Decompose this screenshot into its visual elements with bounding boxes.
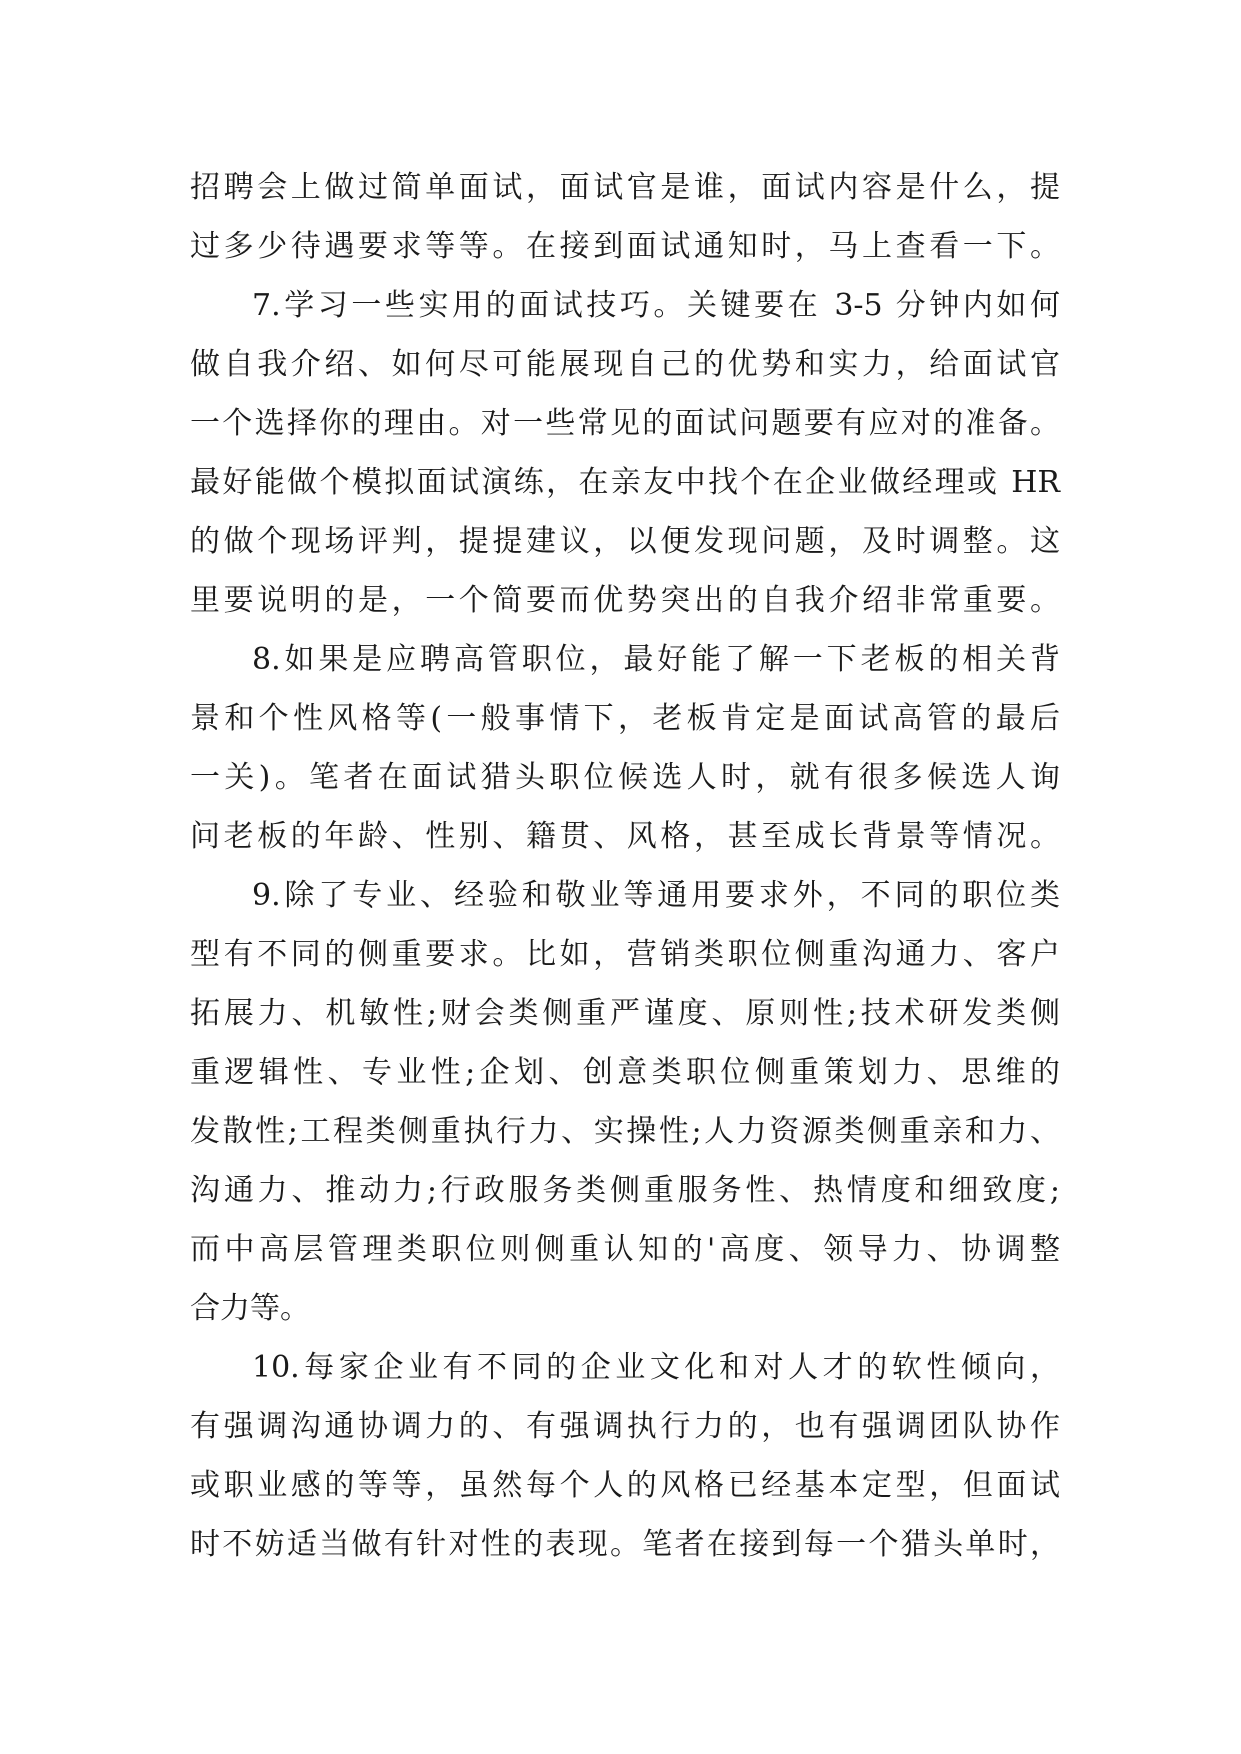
text-line: 而中高层管理类职位则侧重认知的'高度、领导力、协调整 — [190, 1232, 1060, 1267]
paragraph-start-9: 9.除了专业、经验和敬业等通用要求外，不同的职位类 — [252, 878, 1060, 913]
text-line: 里要说明的是，一个简要而优势突出的自我介绍非常重要。 — [190, 583, 1060, 618]
paragraph-start-7: 7.学习一些实用的面试技巧。关键要在 3-5 分钟内如何 — [252, 288, 1060, 323]
text-line: 问老板的年龄、性别、籍贯、风格，甚至成长背景等情况。 — [190, 819, 1060, 854]
text-line: 重逻辑性、专业性;企划、创意类职位侧重策划力、思维的 — [190, 1055, 1060, 1090]
body-text — [190, 158, 1060, 1574]
text-line: 或职业感的等等，虽然每个人的风格已经基本定型，但面试 — [190, 1468, 1060, 1503]
text-line: 招聘会上做过简单面试，面试官是谁，面试内容是什么，提 — [190, 170, 1060, 205]
text-line: 最好能做个模拟面试演练，在亲友中找个在企业做经理或 HR — [190, 465, 1060, 500]
text-line: 一关)。笔者在面试猎头职位候选人时，就有很多候选人询 — [190, 760, 1060, 795]
text-line: 发散性;工程类侧重执行力、实操性;人力资源类侧重亲和力、 — [190, 1114, 1060, 1149]
text-line: 的做个现场评判，提提建议，以便发现问题，及时调整。这 — [190, 524, 1060, 559]
text-line: 时不妨适当做有针对性的表现。笔者在接到每一个猎头单时， — [190, 1527, 1060, 1562]
text-line: 一个选择你的理由。对一些常见的面试问题要有应对的准备。 — [190, 406, 1060, 441]
text-line: 过多少待遇要求等等。在接到面试通知时，马上查看一下。 — [190, 229, 1060, 264]
text-line: 景和个性风格等(一般事情下，老板肯定是面试高管的最后 — [190, 701, 1060, 736]
text-line: 拓展力、机敏性;财会类侧重严谨度、原则性;技术研发类侧 — [190, 996, 1060, 1031]
text-line: 沟通力、推动力;行政服务类侧重服务性、热情度和细致度; — [190, 1173, 1060, 1208]
paragraph-start-8: 8.如果是应聘高管职位，最好能了解一下老板的相关背 — [252, 642, 1060, 677]
paragraph-start-10: 10.每家企业有不同的企业文化和对人才的软性倾向， — [252, 1350, 1060, 1385]
text-line: 有强调沟通协调力的、有强调执行力的，也有强调团队协作 — [190, 1409, 1060, 1444]
paragraph-end-line: 合力等。 — [190, 1291, 310, 1326]
text-line: 型有不同的侧重要求。比如，营销类职位侧重沟通力、客户 — [190, 937, 1060, 972]
text-line: 做自我介绍、如何尽可能展现自己的优势和实力，给面试官 — [190, 347, 1060, 382]
